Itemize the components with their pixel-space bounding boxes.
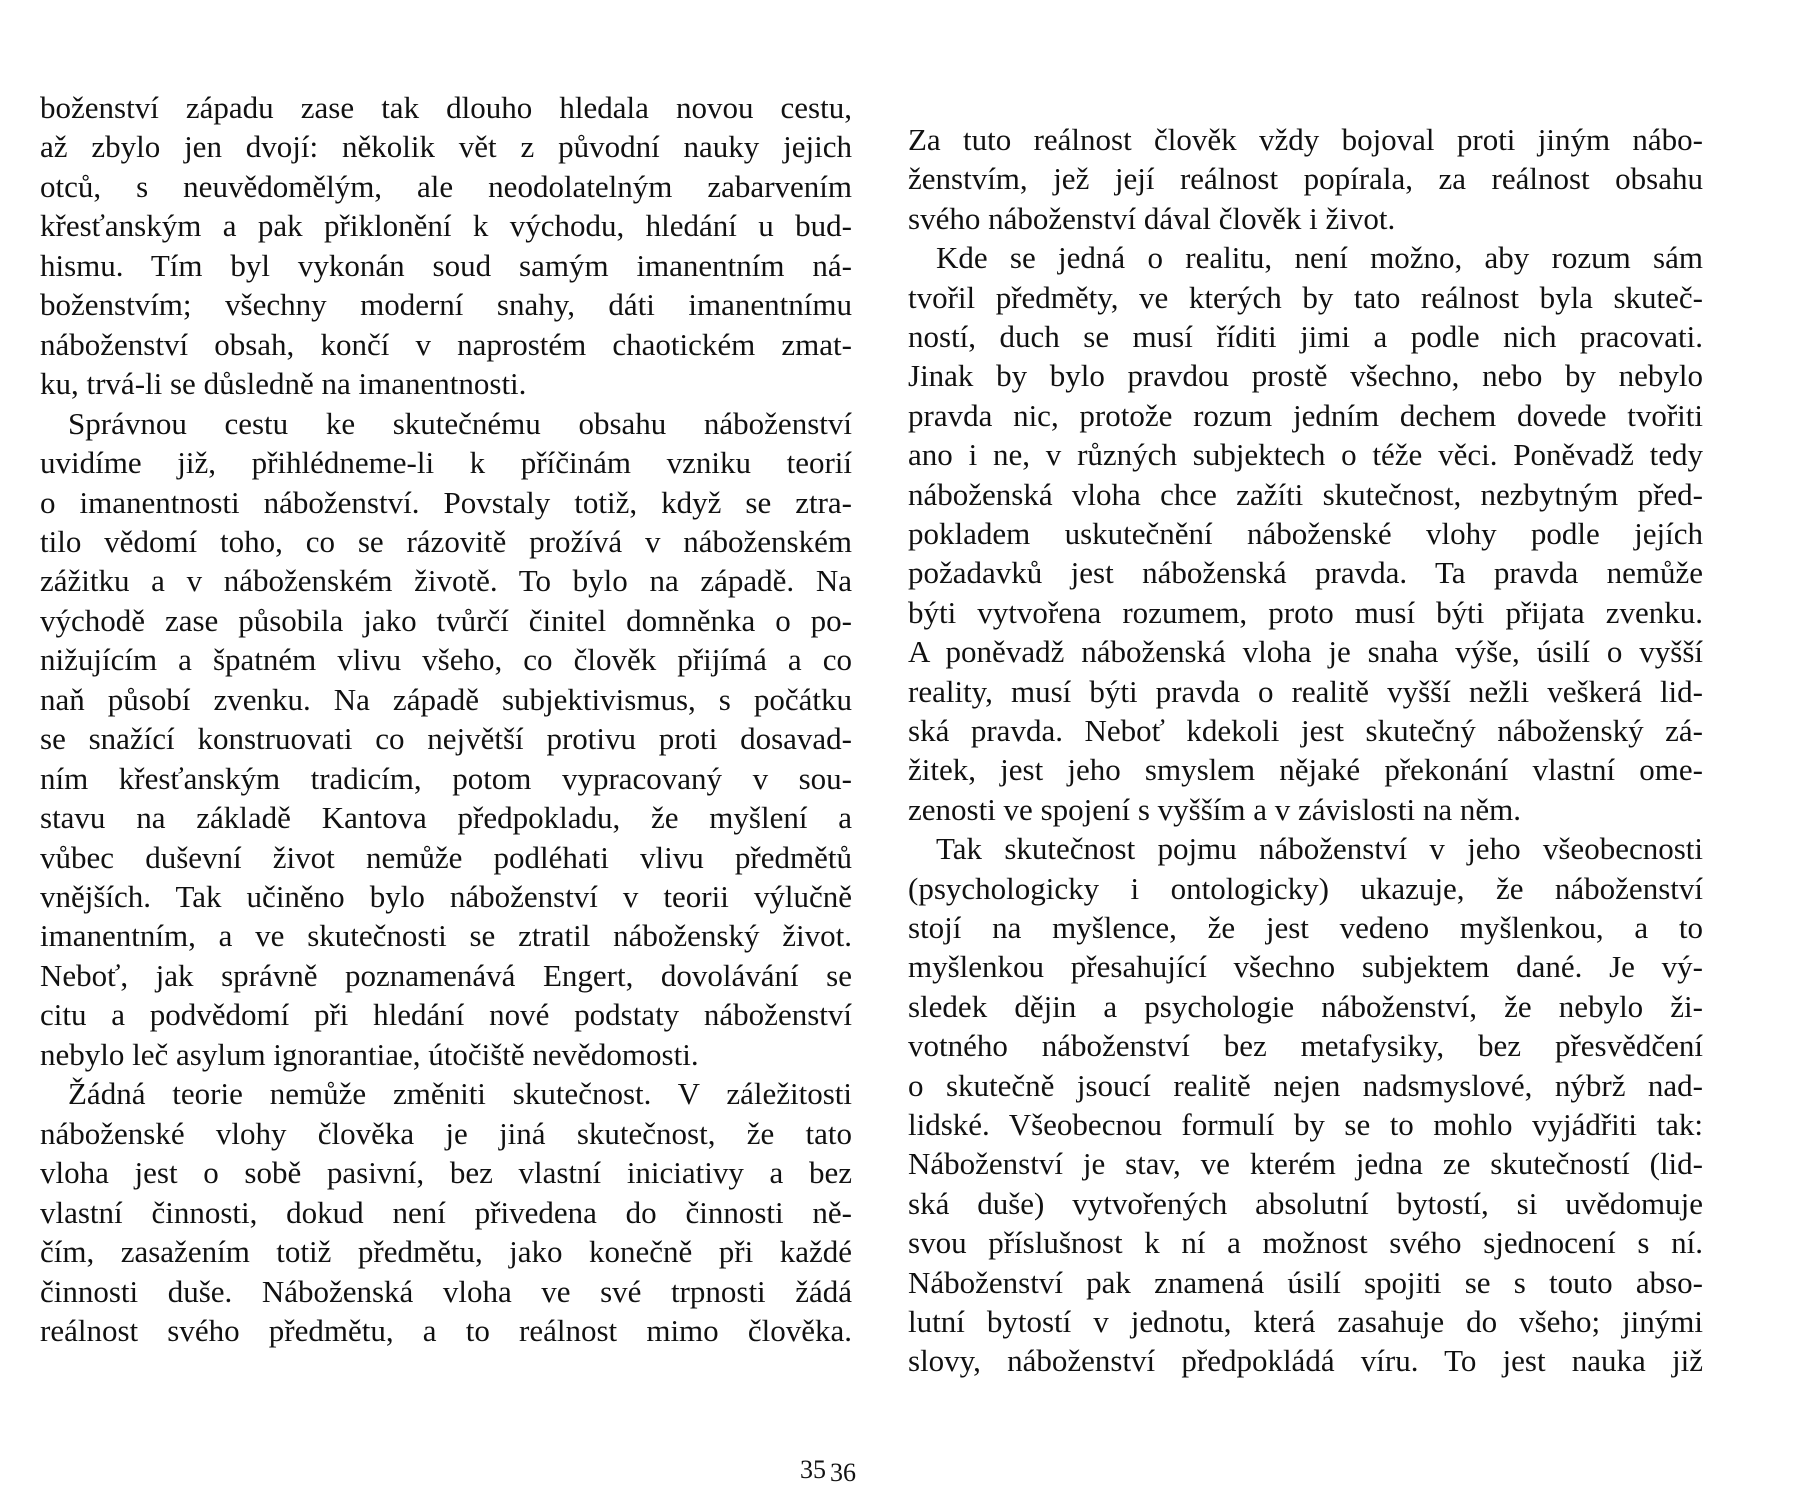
text-line: Jinak by bylo pravdou prostě všechno, nebo by nebylo — [908, 358, 1703, 394]
text-line: lidské. Všeobecnou formulí by se to mohlo vyjádřiti tak: — [908, 1107, 1703, 1142]
text-line: vloha jest o sobě pasivní, bez vlastní iniciativy a bez — [40, 1155, 852, 1191]
text-line: hismu. Tím byl vykonán soud samým imanentním ná- — [40, 247, 852, 283]
text-line: se snažící konstruovati co největší protivu proti dosavad- — [40, 721, 852, 757]
text-line: ženstvím, jež její reálnost popírala, za reálnost obsahu — [908, 161, 1703, 197]
text-line: vnějších. Tak učiněno bylo náboženství v teorii výlučně — [40, 879, 852, 914]
text-line: Kde se jedná o realitu, není možno, aby rozum sám — [936, 240, 1703, 276]
text-line: náboženská vloha chce zažíti skutečnost, nezbytným před- — [908, 476, 1703, 512]
text-line: ním křesťanským tradicím, potom vypracovaný v sou- — [40, 760, 852, 796]
page-number: 35 — [800, 1455, 826, 1484]
text-line: křesťanským a pak přiklonění k východu, hledání u bud- — [40, 208, 852, 244]
page-number: 36 — [830, 1458, 856, 1487]
text-line: vlastní činnosti, dokud není přivedena do činnosti ně- — [40, 1194, 852, 1230]
text-line: čím, zasažením totiž předmětu, jako konečně při každé — [40, 1234, 852, 1270]
text-line: tvořil předměty, ve kterých by tato reálnost byla skuteč- — [908, 279, 1703, 315]
text-line: zážitku a v náboženském životě. To bylo na západě. Na — [40, 563, 852, 599]
text-line: lutní bytostí v jednotu, která zasahuje do všeho; jinými — [908, 1304, 1703, 1339]
text-line: vůbec duševní život nemůže podléhati vlivu předmětů — [40, 839, 852, 875]
text-line: Žádná teorie nemůže změniti skutečnost. V záležitosti — [68, 1076, 852, 1112]
text-line: až zbylo jen dvojí: několik vět z původní nauky jejich — [40, 129, 852, 165]
text-line: o imanentnosti náboženství. Povstaly totiž, když se ztra- — [40, 484, 852, 520]
text-line: stojí na myšlence, že jest vedeno myšlenkou, a to — [908, 910, 1703, 945]
text-line: nebylo leč asylum ignorantiae, útočiště nevědomosti. — [40, 1036, 699, 1072]
text-line: činnosti duše. Náboženská vloha ve své trpnosti žádá — [40, 1273, 852, 1309]
text-line: náboženství obsah, končí v naprostém chaotickém zmat- — [40, 326, 852, 362]
text-line: imanentním, a ve skutečnosti se ztratil náboženský život. — [40, 918, 852, 954]
text-line: požadavků jest náboženská pravda. Ta pravda nemůže — [908, 555, 1703, 591]
text-line: stavu na základě Kantova předpokladu, že myšlení a — [40, 800, 852, 836]
text-line: pokladem uskutečnění náboženské vlohy podle jejích — [908, 516, 1703, 551]
right-page — [830, 0, 1796, 1500]
text-line: ano i ne, v různých subjektech o téže věci. Poněvadž tedy — [908, 437, 1703, 473]
text-line: Náboženství je stav, ve kterém jedna ze skutečností (lid- — [908, 1146, 1703, 1182]
text-line: nižujícím a špatném vlivu všeho, co člověk přijímá a co — [40, 642, 852, 678]
text-line: svého náboženství dával člověk i život. — [908, 200, 1396, 236]
text-line: zenosti ve spojení s vyšším a v závislosti na něm. — [908, 791, 1522, 827]
text-line: náboženské vlohy člověka je jiná skutečnost, že tato — [40, 1115, 852, 1151]
text-line: votného náboženství bez metafysiky, bez přesvědčení — [908, 1028, 1703, 1064]
text-line: východě zase působila jako tvůrčí činitel domněnka o po- — [40, 602, 852, 638]
text-line: A poněvadž náboženská vloha je snaha výše, úsilí o vyšší — [908, 634, 1703, 670]
text-line: Za tuto reálnost člověk vždy bojoval proti jiným nábo- — [908, 122, 1703, 157]
text-line: býti vytvořena rozumem, proto musí býti přijata zvenku. — [908, 594, 1703, 630]
text-line: o skutečně jsoucí realitě nejen nadsmyslové, nýbrž nad- — [908, 1067, 1703, 1103]
text-line: slovy, náboženství předpokládá víru. To jest nauka již — [908, 1343, 1703, 1379]
text-line: Neboť, jak správně poznamenává Engert, dovolávání se — [40, 957, 852, 993]
text-line: otců, s neuvědomělým, ale neodolatelným zabarvením — [40, 168, 852, 204]
text-line: reality, musí býti pravda o realitě vyšší nežli veškerá lid- — [908, 673, 1703, 709]
text-line: reálnost svého předmětu, a to reálnost mimo člověka. — [40, 1312, 852, 1348]
text-line: ská duše) vytvořených absolutní bytostí, si uvědomuje — [908, 1185, 1703, 1221]
text-line: myšlenkou přesahující všechno subjektem dané. Je vý- — [908, 949, 1703, 985]
text-line: Náboženství pak znamená úsilí spojiti se s touto abso- — [908, 1264, 1703, 1300]
text-line: žitek, jest jeho smyslem nějaké překonání vlastní ome- — [908, 752, 1703, 788]
text-line: ku, trvá-li se důsledně na imanentnosti. — [40, 366, 527, 402]
text-line: boženstvím; všechny moderní snahy, dáti imanentnímu — [40, 287, 852, 323]
text-line: naň působí zvenku. Na západě subjektivismus, s počátku — [40, 681, 852, 717]
text-line: citu a podvědomí při hledání nové podstaty náboženství — [40, 997, 852, 1033]
text-line: pravda nic, protože rozum jedním dechem dovede tvořiti — [908, 397, 1703, 433]
text-line: Tak skutečnost pojmu náboženství v jeho všeobecnosti — [936, 831, 1703, 867]
text-line: ská pravda. Neboť kdekoli jest skutečný náboženský zá- — [908, 713, 1703, 748]
text-line: uvidíme již, přihlédneme-li k příčinám vzniku teorií — [40, 445, 852, 481]
text-line: sledek dějin a psychologie náboženství, že nebylo ži- — [908, 988, 1703, 1024]
text-line: boženství západu zase tak dlouho hledala novou cestu, — [40, 90, 852, 125]
text-line: (psychologicky i ontologicky) ukazuje, že náboženství — [908, 870, 1703, 906]
text-line: svou příslušnost k ní a možnost svého sjednocení s ní. — [908, 1225, 1703, 1261]
text-line: Správnou cestu ke skutečnému obsahu náboženství — [68, 405, 852, 441]
text-line: tilo vědomí toho, co se rázovitě prožívá v náboženském — [40, 523, 852, 559]
text-line: ností, duch se musí říditi jimi a podle nich pracovati. — [908, 319, 1703, 354]
